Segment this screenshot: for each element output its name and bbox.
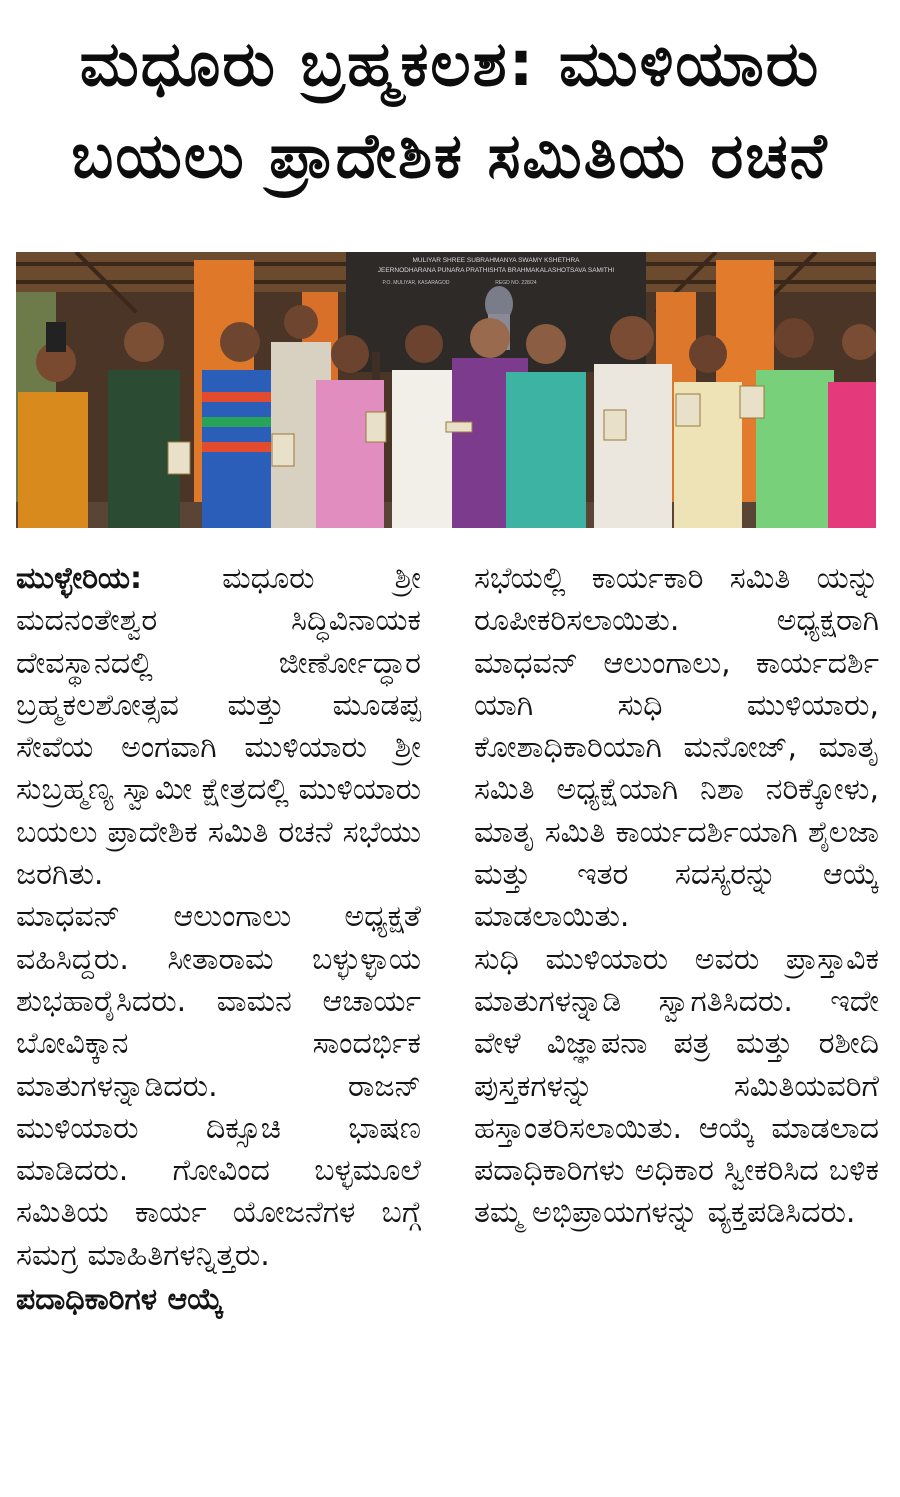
banner-text-3: P.O. MULIYAR, KASARAGOD: [382, 280, 450, 286]
news-photo: [16, 252, 876, 528]
article-subheading: ಪದಾಧಿಕಾರಿಗಳ ಆಯ್ಕೆ: [16, 1282, 224, 1318]
article-column-left: [16, 558, 421, 1321]
banner-text-2: JEERNODHARANA PUNARA PRATHISHTA BRAHMAKALASHOTSAVA SAMITHI: [377, 267, 615, 274]
banner-text-1: MULIYAR SHREE SUBRAHMANYA SWAMY KSHETHRA: [412, 257, 580, 264]
paragraph-4-text: ಸುಧಿ ಮುಳಿಯಾರು ಅವರು ಪ್ರಾಸ್ತಾವಿಕ ಮಾತುಗಳನ್ನಾಡಿ ಸ್ವಾಗತಿಸಿದರು. ಇದೇ ವೇಳೆ ವಿಜ್ಞಾಪನಾ ಪತ್ರ ಮತ್ತು ರಶೀದಿ ಪುಸ್ತಕಗಳನ್ನು ಸಮಿತಿಯವರಿಗೆ ಹಸ್ತಾಂತರಿಸಲಾಯಿತು. ಆಯ್ಕೆ ಮಾಡಲಾದ ಪದಾಧಿಕಾರಿಗಳು ಅಧಿಕಾರ ಸ್ವೀಕರಿಸಿದ ಬಳಿಕ ತಮ್ಮ ಅಭಿಪ್ರಾಯಗಳನ್ನು ವ್ಯಕ್ತಪಡಿಸಿದರು.: [474, 941, 879, 1231]
article-headline: [0, 18, 900, 202]
article-paragraph-1: [16, 558, 421, 896]
article-column-right: [474, 558, 879, 1235]
article-paragraph-2: [16, 896, 421, 1277]
article-dateline: ಮುಳ್ಳೇರಿಯ:: [16, 561, 143, 596]
article-paragraph-4: [474, 939, 879, 1235]
paragraph-3-text: ಸಭೆಯಲ್ಲಿ ಕಾರ್ಯಕಾರಿ ಸಮಿತಿ ಯನ್ನು ರೂಪೀಕರಿಸಲಾಯಿತು. ಅಧ್ಯಕ್ಷರಾಗಿ ಮಾಧವನ್ ಆಲುಂಗಾಲು, ಕಾರ್ಯದರ್ಶಿ ಯಾಗಿ ಸುಧಿ ಮುಳಿಯಾರು, ಕೋಶಾಧಿಕಾರಿಯಾಗಿ ಮನೋಜ್, ಮಾತೃ ಸಮಿತಿ ಅಧ್ಯಕ್ಷೆಯಾಗಿ ನಿಶಾ ನರಿಕ್ಕೋಳು, ಮಾತೃ ಸಮಿತಿ ಕಾರ್ಯದರ್ಶಿಯಾಗಿ ಶೈಲಜಾ ಮತ್ತು ಇತರ ಸದಸ್ಯರನ್ನು ಆಯ್ಕೆ ಮಾಡಲಾಯಿತು.: [474, 561, 879, 935]
headline-line-1: ಮಧೂರು ಬ್ರಹ್ಮಕಲಶ: ಮುಳಿಯಾರು: [79, 27, 821, 100]
banner-text-4: REGD NO. 228/24: [495, 280, 537, 286]
article-paragraph-3: [474, 558, 879, 939]
paragraph-2-text: ಮಾಧವನ್ ಆಲುಂಗಾಲು ಅಧ್ಯಕ್ಷತೆ ವಹಿಸಿದ್ದರು. ಸೀತಾರಾಮ ಬಳ್ಳುಳ್ಳಾಯ ಶುಭಹಾರೈಸಿದರು. ವಾಮನ ಆಚಾರ್ಯ ಬೋವಿಕ್ಕಾನ ಸಾಂದರ್ಭಿಕ ಮಾತುಗಳನ್ನಾಡಿದರು. ರಾಜನ್ ಮುಳಿಯಾರು ದಿಕ್ಸೂಚಿ ಭಾಷಣ ಮಾಡಿದರು. ಗೋವಿಂದ ಬಳ್ಳಮೂಲೆ ಸಮಿತಿಯ ಕಾರ್ಯ ಯೋಜನೆಗಳ ಬಗ್ಗೆ ಸಮಗ್ರ ಮಾಹಿತಿಗಳನ್ನಿತ್ತರು.: [16, 899, 421, 1273]
headline-line-2: ಬಯಲು ಪ್ರಾದೇಶಿಕ ಸಮಿತಿಯ ರಚನೆ: [71, 119, 829, 192]
paragraph-1-text: ಮಧೂರು ಶ್ರೀ ಮದನಂತೇಶ್ವರ ಸಿದ್ಧಿವಿನಾಯಕ ದೇವಸ್ಥಾನದಲ್ಲಿ ಜೀರ್ಣೋದ್ಧಾರ ಬ್ರಹ್ಮಕಲಶೋತ್ಸವ ಮತ್ತು ಮೂಡಪ್ಪ ಸೇವೆಯ ಅಂಗವಾಗಿ ಮುಳಿಯಾರು ಶ್ರೀ ಸುಬ್ರಹ್ಮಣ್ಯ ಸ್ವಾಮೀ ಕ್ಷೇತ್ರದಲ್ಲಿ ಮುಳಿಯಾರು ಬಯಲು ಪ್ರಾದೇಶಿಕ ಸಮಿತಿ ರಚನೆ ಸಭೆಯು ಜರಗಿತು.: [16, 561, 421, 893]
